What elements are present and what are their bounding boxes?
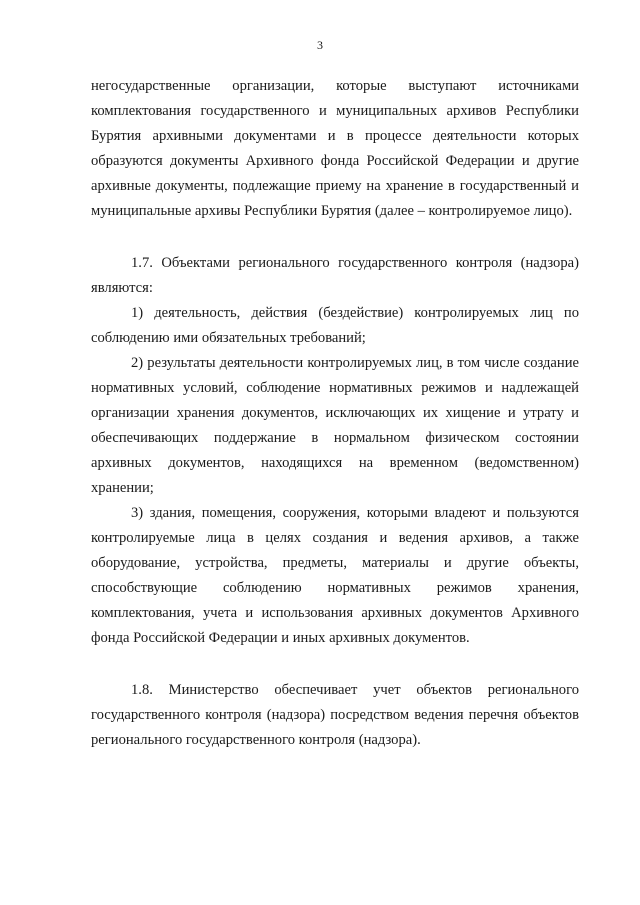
paragraph-1-7: 1.7. Объектами регионального государственного контроля (надзора) являются: (91, 255, 579, 296)
list-item-2: 2) результаты деятельности контролируемых лиц, в том числе создание нормативных условий, соблюдение нормативных режимов и надлежащей организации хранения документов, исключающих их хищение и утрату и обеспечивающих поддержание в нормальном физическом состоянии архивных документов, находящихся на временном (ведомственном) хранении; (91, 355, 579, 496)
list-item-1: 1) деятельность, действия (бездействие) контролируемых лиц по соблюдению ими обязательных требований; (91, 305, 579, 346)
list-item-3: 3) здания, помещения, сооружения, которыми владеют и пользуются контролируемые лица в целях создания и ведения архивов, а также оборудование, устройства, предметы, материалы и другие объекты, способствующие соблюдению нормативных режимов хранения, комплектования, учета и использования архивных документов Архивного фонда Российской Федерации и иных архивных документов. (91, 505, 579, 646)
paragraph-continuation: негосударственные организации, которые выступают источниками комплектования государственного и муниципальных архивов Республики Бурятия архивными документами и в процессе деятельности которых образуются документы Архивного фонда Российской Федерации и другие архивные документы, подлежащие приему на хранение в государственный и муниципальные архивы Республики Бурятия (далее – контролируемое лицо). (91, 78, 579, 219)
document-body (91, 74, 579, 753)
paragraph-1-8: 1.8. Министерство обеспечивает учет объектов регионального государственного контроля (надзора) посредством ведения перечня объектов регионального государственного контроля (надзора). (91, 682, 579, 748)
paragraph-gap (91, 651, 579, 678)
page-number: 3 (317, 38, 323, 52)
paragraph-gap (91, 224, 579, 251)
